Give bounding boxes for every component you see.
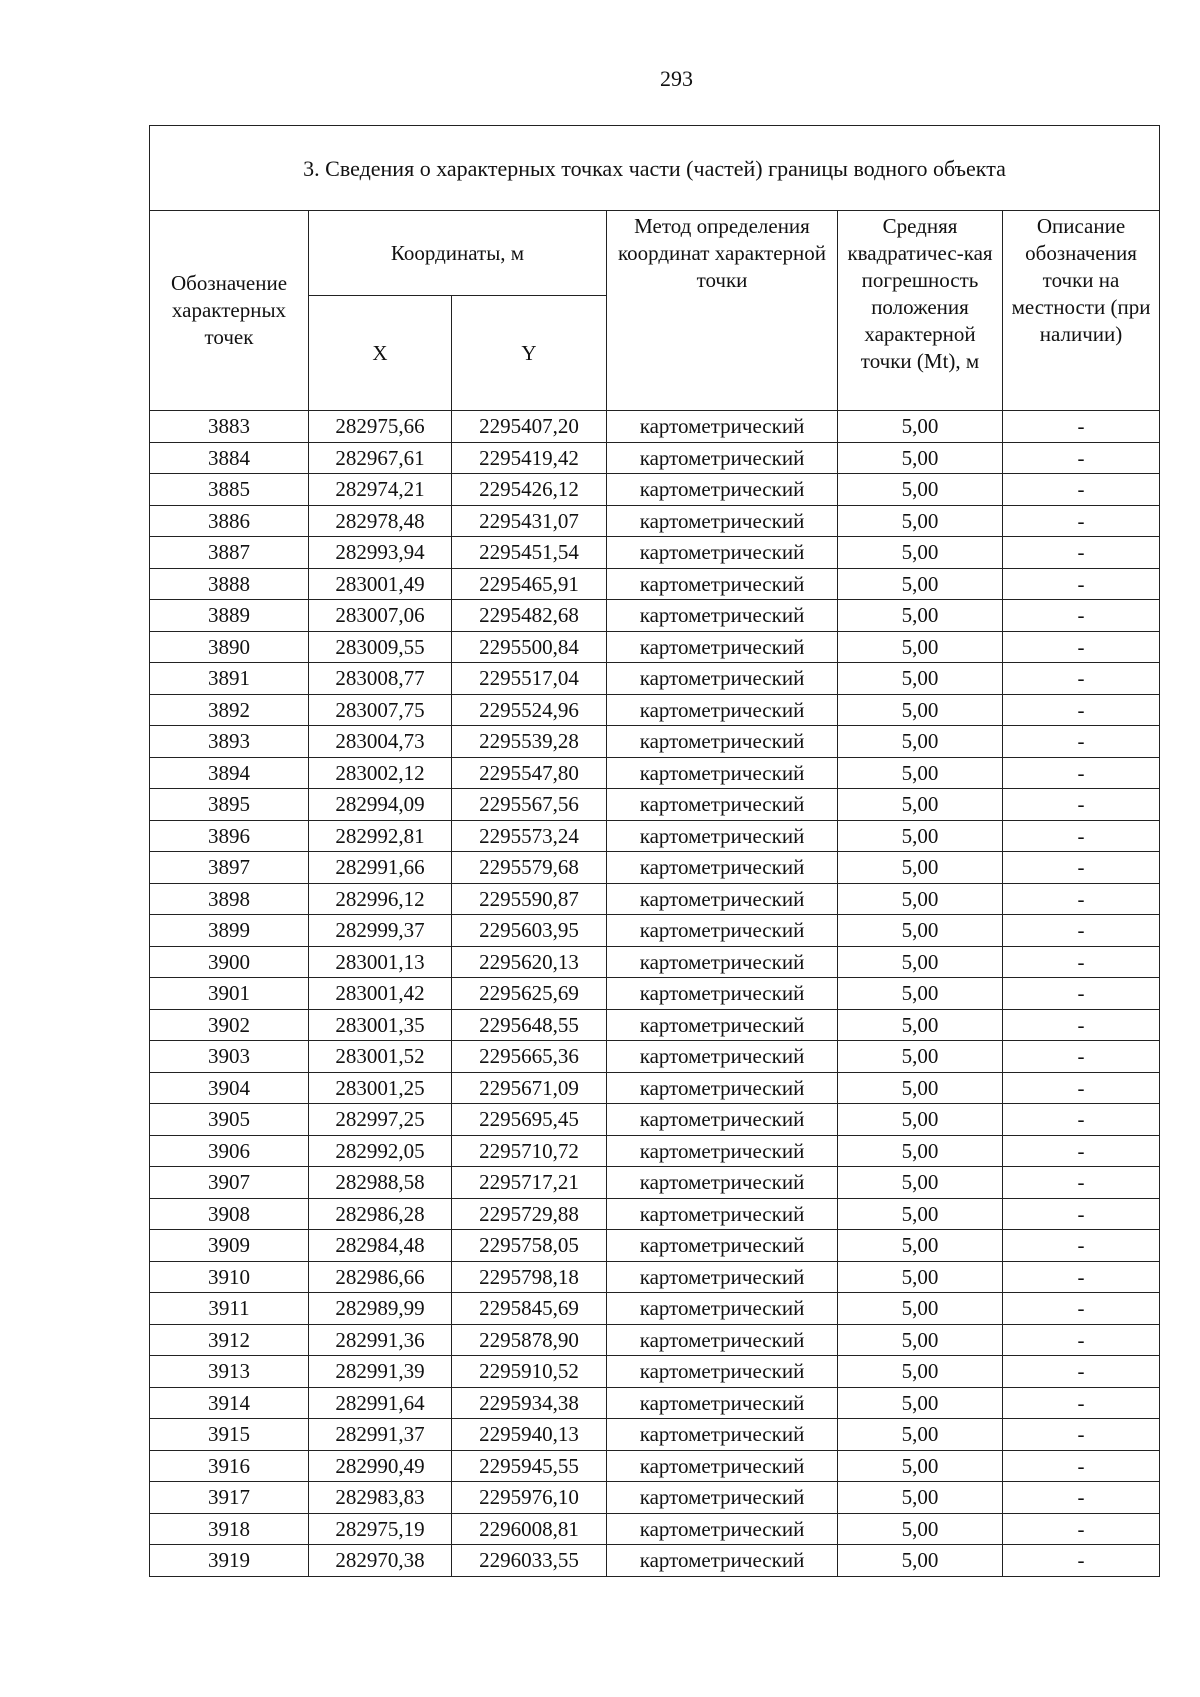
- cell-y: 2295426,12: [452, 474, 607, 506]
- table-row: [150, 852, 1160, 884]
- cell-description: -: [1003, 1450, 1160, 1482]
- cell-x: 282984,48: [309, 1230, 452, 1262]
- cell-method: картометрический: [607, 1450, 838, 1482]
- table-row: [150, 442, 1160, 474]
- cell-method: картометрический: [607, 978, 838, 1010]
- cell-x: 283001,52: [309, 1041, 452, 1073]
- cell-x: 282970,38: [309, 1545, 452, 1577]
- cell-y: 2295665,36: [452, 1041, 607, 1073]
- cell-x: 283001,42: [309, 978, 452, 1010]
- table-row: [150, 411, 1160, 443]
- cell-accuracy: 5,00: [838, 1324, 1003, 1356]
- cell-y: 2295758,05: [452, 1230, 607, 1262]
- cell-accuracy: 5,00: [838, 1261, 1003, 1293]
- cell-description: -: [1003, 726, 1160, 758]
- cell-description: -: [1003, 1293, 1160, 1325]
- cell-x: 283007,06: [309, 600, 452, 632]
- cell-accuracy: 5,00: [838, 883, 1003, 915]
- cell-point: 3918: [150, 1513, 309, 1545]
- table-row: [150, 946, 1160, 978]
- cell-point: 3905: [150, 1104, 309, 1136]
- cell-x: 282991,64: [309, 1387, 452, 1419]
- cell-x: 283001,13: [309, 946, 452, 978]
- cell-x: 283001,25: [309, 1072, 452, 1104]
- cell-method: картометрический: [607, 852, 838, 884]
- cell-description: -: [1003, 663, 1160, 695]
- cell-point: 3883: [150, 411, 309, 443]
- points-table: [149, 125, 1160, 1577]
- cell-description: -: [1003, 1324, 1160, 1356]
- cell-description: -: [1003, 600, 1160, 632]
- table-row: [150, 978, 1160, 1010]
- cell-point: 3892: [150, 694, 309, 726]
- cell-x: 282975,66: [309, 411, 452, 443]
- cell-accuracy: 5,00: [838, 852, 1003, 884]
- cell-description: -: [1003, 915, 1160, 947]
- cell-description: -: [1003, 1356, 1160, 1388]
- cell-x: 282991,37: [309, 1419, 452, 1451]
- cell-method: картометрический: [607, 1356, 838, 1388]
- cell-description: -: [1003, 1482, 1160, 1514]
- cell-y: 2295710,72: [452, 1135, 607, 1167]
- cell-description: -: [1003, 568, 1160, 600]
- cell-x: 282986,28: [309, 1198, 452, 1230]
- cell-description: -: [1003, 474, 1160, 506]
- cell-x: 282967,61: [309, 442, 452, 474]
- cell-method: картометрический: [607, 726, 838, 758]
- cell-y: 2296033,55: [452, 1545, 607, 1577]
- cell-method: картометрический: [607, 631, 838, 663]
- cell-method: картометрический: [607, 915, 838, 947]
- cell-point: 3906: [150, 1135, 309, 1167]
- cell-y: 2295620,13: [452, 946, 607, 978]
- cell-accuracy: 5,00: [838, 474, 1003, 506]
- cell-y: 2295465,91: [452, 568, 607, 600]
- table-row: [150, 600, 1160, 632]
- cell-point: 3910: [150, 1261, 309, 1293]
- header-description: Описание обозначения точки на местности (при наличии): [1003, 211, 1160, 411]
- table-row: [150, 1261, 1160, 1293]
- table-row: [150, 1450, 1160, 1482]
- cell-x: 282993,94: [309, 537, 452, 569]
- cell-x: 282983,83: [309, 1482, 452, 1514]
- table-row: [150, 757, 1160, 789]
- cell-point: 3890: [150, 631, 309, 663]
- cell-accuracy: 5,00: [838, 820, 1003, 852]
- cell-description: -: [1003, 1009, 1160, 1041]
- cell-y: 2295451,54: [452, 537, 607, 569]
- cell-x: 283001,49: [309, 568, 452, 600]
- cell-method: картометрический: [607, 1482, 838, 1514]
- cell-x: 282991,39: [309, 1356, 452, 1388]
- cell-description: -: [1003, 442, 1160, 474]
- cell-accuracy: 5,00: [838, 1167, 1003, 1199]
- table-row: [150, 694, 1160, 726]
- cell-accuracy: 5,00: [838, 726, 1003, 758]
- cell-accuracy: 5,00: [838, 411, 1003, 443]
- cell-method: картометрический: [607, 663, 838, 695]
- cell-description: -: [1003, 411, 1160, 443]
- cell-description: -: [1003, 1135, 1160, 1167]
- cell-point: 3902: [150, 1009, 309, 1041]
- cell-accuracy: 5,00: [838, 1450, 1003, 1482]
- cell-accuracy: 5,00: [838, 694, 1003, 726]
- cell-accuracy: 5,00: [838, 1198, 1003, 1230]
- cell-point: 3888: [150, 568, 309, 600]
- cell-y: 2295648,55: [452, 1009, 607, 1041]
- table-row: [150, 505, 1160, 537]
- cell-description: -: [1003, 852, 1160, 884]
- cell-accuracy: 5,00: [838, 1419, 1003, 1451]
- cell-x: 283009,55: [309, 631, 452, 663]
- cell-method: картометрический: [607, 1387, 838, 1419]
- cell-method: картометрический: [607, 474, 838, 506]
- cell-y: 2295729,88: [452, 1198, 607, 1230]
- cell-description: -: [1003, 1167, 1160, 1199]
- cell-description: -: [1003, 1387, 1160, 1419]
- cell-description: -: [1003, 505, 1160, 537]
- cell-description: -: [1003, 757, 1160, 789]
- table-row: [150, 1293, 1160, 1325]
- cell-y: 2295547,80: [452, 757, 607, 789]
- cell-y: 2295573,24: [452, 820, 607, 852]
- header-accuracy: Средняя квадратичес-кая погрешность положения характерной точки (Mt), м: [838, 211, 1003, 411]
- cell-point: 3901: [150, 978, 309, 1010]
- cell-y: 2295671,09: [452, 1072, 607, 1104]
- cell-x: 282978,48: [309, 505, 452, 537]
- cell-y: 2295878,90: [452, 1324, 607, 1356]
- table-row: [150, 1104, 1160, 1136]
- header-point-designation: Обозначение характерных точек: [150, 211, 309, 411]
- cell-description: -: [1003, 631, 1160, 663]
- table-row: [150, 820, 1160, 852]
- cell-point: 3913: [150, 1356, 309, 1388]
- cell-method: картометрический: [607, 1041, 838, 1073]
- cell-accuracy: 5,00: [838, 915, 1003, 947]
- table-row: [150, 1324, 1160, 1356]
- table-row: [150, 915, 1160, 947]
- cell-y: 2295517,04: [452, 663, 607, 695]
- cell-method: картометрический: [607, 1104, 838, 1136]
- cell-method: картометрический: [607, 505, 838, 537]
- cell-method: картометрический: [607, 1293, 838, 1325]
- cell-accuracy: 5,00: [838, 1009, 1003, 1041]
- cell-method: картометрический: [607, 757, 838, 789]
- cell-x: 283008,77: [309, 663, 452, 695]
- cell-point: 3893: [150, 726, 309, 758]
- table-row: [150, 1482, 1160, 1514]
- cell-description: -: [1003, 883, 1160, 915]
- table-row: [150, 663, 1160, 695]
- cell-y: 2295590,87: [452, 883, 607, 915]
- cell-y: 2295603,95: [452, 915, 607, 947]
- cell-accuracy: 5,00: [838, 442, 1003, 474]
- table-row: [150, 1513, 1160, 1545]
- cell-y: 2295482,68: [452, 600, 607, 632]
- cell-point: 3897: [150, 852, 309, 884]
- cell-accuracy: 5,00: [838, 1072, 1003, 1104]
- cell-x: 282986,66: [309, 1261, 452, 1293]
- cell-x: 282988,58: [309, 1167, 452, 1199]
- cell-method: картометрический: [607, 1230, 838, 1262]
- table-row: [150, 789, 1160, 821]
- cell-description: -: [1003, 1230, 1160, 1262]
- cell-y: 2295539,28: [452, 726, 607, 758]
- cell-accuracy: 5,00: [838, 537, 1003, 569]
- table-body: [150, 411, 1160, 1577]
- cell-method: картометрический: [607, 1072, 838, 1104]
- cell-point: 3884: [150, 442, 309, 474]
- table-row: [150, 1545, 1160, 1577]
- cell-accuracy: 5,00: [838, 631, 1003, 663]
- cell-description: -: [1003, 694, 1160, 726]
- cell-x: 282999,37: [309, 915, 452, 947]
- header-x: X: [309, 296, 452, 411]
- table-title: 3. Сведения о характерных точках части (частей) границы водного объекта: [150, 126, 1160, 211]
- cell-y: 2295500,84: [452, 631, 607, 663]
- table-row: [150, 1419, 1160, 1451]
- cell-point: 3919: [150, 1545, 309, 1577]
- header-coordinates: Координаты, м: [309, 211, 607, 296]
- table-row: [150, 1356, 1160, 1388]
- table-row: [150, 1167, 1160, 1199]
- page-number: 293: [660, 66, 693, 91]
- cell-accuracy: 5,00: [838, 1041, 1003, 1073]
- cell-x: 283004,73: [309, 726, 452, 758]
- cell-point: 3904: [150, 1072, 309, 1104]
- cell-description: -: [1003, 1419, 1160, 1451]
- cell-x: 282975,19: [309, 1513, 452, 1545]
- table-row: [150, 1135, 1160, 1167]
- cell-y: 2295845,69: [452, 1293, 607, 1325]
- cell-y: 2295524,96: [452, 694, 607, 726]
- cell-method: картометрический: [607, 1167, 838, 1199]
- cell-description: -: [1003, 1072, 1160, 1104]
- cell-y: 2295940,13: [452, 1419, 607, 1451]
- cell-y: 2295695,45: [452, 1104, 607, 1136]
- cell-description: -: [1003, 1041, 1160, 1073]
- cell-x: 283002,12: [309, 757, 452, 789]
- table-row: [150, 631, 1160, 663]
- header-method: Метод определения координат характерной точки: [607, 211, 838, 411]
- cell-point: 3908: [150, 1198, 309, 1230]
- table-row: [150, 568, 1160, 600]
- cell-accuracy: 5,00: [838, 568, 1003, 600]
- cell-point: 3907: [150, 1167, 309, 1199]
- cell-y: 2295934,38: [452, 1387, 607, 1419]
- cell-description: -: [1003, 789, 1160, 821]
- cell-accuracy: 5,00: [838, 1545, 1003, 1577]
- cell-point: 3891: [150, 663, 309, 695]
- cell-point: 3912: [150, 1324, 309, 1356]
- cell-description: -: [1003, 978, 1160, 1010]
- cell-x: 282992,81: [309, 820, 452, 852]
- cell-description: -: [1003, 1545, 1160, 1577]
- cell-point: 3887: [150, 537, 309, 569]
- cell-method: картометрический: [607, 600, 838, 632]
- cell-accuracy: 5,00: [838, 946, 1003, 978]
- cell-method: картометрический: [607, 537, 838, 569]
- table-row: [150, 1387, 1160, 1419]
- cell-y: 2295976,10: [452, 1482, 607, 1514]
- cell-accuracy: 5,00: [838, 663, 1003, 695]
- cell-accuracy: 5,00: [838, 757, 1003, 789]
- cell-point: 3900: [150, 946, 309, 978]
- cell-point: 3898: [150, 883, 309, 915]
- cell-method: картометрический: [607, 946, 838, 978]
- cell-point: 3885: [150, 474, 309, 506]
- cell-x: 282991,66: [309, 852, 452, 884]
- cell-point: 3886: [150, 505, 309, 537]
- cell-y: 2295431,07: [452, 505, 607, 537]
- cell-x: 282996,12: [309, 883, 452, 915]
- cell-x: 282992,05: [309, 1135, 452, 1167]
- cell-point: 3914: [150, 1387, 309, 1419]
- cell-method: картометрический: [607, 1419, 838, 1451]
- cell-accuracy: 5,00: [838, 1482, 1003, 1514]
- cell-method: картометрический: [607, 1513, 838, 1545]
- cell-method: картометрический: [607, 1324, 838, 1356]
- cell-method: картометрический: [607, 1009, 838, 1041]
- table-row: [150, 537, 1160, 569]
- cell-point: 3894: [150, 757, 309, 789]
- cell-accuracy: 5,00: [838, 505, 1003, 537]
- header-y: Y: [452, 296, 607, 411]
- cell-accuracy: 5,00: [838, 1387, 1003, 1419]
- cell-point: 3903: [150, 1041, 309, 1073]
- cell-method: картометрический: [607, 820, 838, 852]
- cell-method: картометрический: [607, 442, 838, 474]
- cell-accuracy: 5,00: [838, 1356, 1003, 1388]
- cell-accuracy: 5,00: [838, 789, 1003, 821]
- cell-method: картометрический: [607, 883, 838, 915]
- cell-y: 2295407,20: [452, 411, 607, 443]
- cell-accuracy: 5,00: [838, 978, 1003, 1010]
- table-row: [150, 474, 1160, 506]
- cell-method: картометрический: [607, 1545, 838, 1577]
- cell-x: 282997,25: [309, 1104, 452, 1136]
- cell-method: картометрический: [607, 1198, 838, 1230]
- cell-point: 3895: [150, 789, 309, 821]
- cell-y: 2295625,69: [452, 978, 607, 1010]
- table-row: [150, 1041, 1160, 1073]
- cell-description: -: [1003, 820, 1160, 852]
- cell-description: -: [1003, 1198, 1160, 1230]
- table-row: [150, 1198, 1160, 1230]
- cell-accuracy: 5,00: [838, 1104, 1003, 1136]
- cell-accuracy: 5,00: [838, 1135, 1003, 1167]
- table-row: [150, 726, 1160, 758]
- cell-point: 3917: [150, 1482, 309, 1514]
- cell-x: 282990,49: [309, 1450, 452, 1482]
- cell-method: картометрический: [607, 1261, 838, 1293]
- cell-description: -: [1003, 537, 1160, 569]
- cell-y: 2295798,18: [452, 1261, 607, 1293]
- cell-point: 3889: [150, 600, 309, 632]
- table-row: [150, 1230, 1160, 1262]
- cell-point: 3896: [150, 820, 309, 852]
- cell-method: картометрический: [607, 694, 838, 726]
- cell-method: картометрический: [607, 568, 838, 600]
- cell-y: 2295579,68: [452, 852, 607, 884]
- table-row: [150, 1072, 1160, 1104]
- cell-description: -: [1003, 1261, 1160, 1293]
- cell-x: 282989,99: [309, 1293, 452, 1325]
- cell-accuracy: 5,00: [838, 1293, 1003, 1325]
- cell-accuracy: 5,00: [838, 600, 1003, 632]
- cell-point: 3909: [150, 1230, 309, 1262]
- cell-description: -: [1003, 946, 1160, 978]
- cell-description: -: [1003, 1104, 1160, 1136]
- cell-method: картометрический: [607, 1135, 838, 1167]
- cell-method: картометрический: [607, 789, 838, 821]
- cell-description: -: [1003, 1513, 1160, 1545]
- cell-x: 283007,75: [309, 694, 452, 726]
- cell-x: 282991,36: [309, 1324, 452, 1356]
- cell-y: 2295910,52: [452, 1356, 607, 1388]
- cell-x: 283001,35: [309, 1009, 452, 1041]
- cell-point: 3916: [150, 1450, 309, 1482]
- cell-x: 282974,21: [309, 474, 452, 506]
- cell-y: 2295717,21: [452, 1167, 607, 1199]
- table-row: [150, 1009, 1160, 1041]
- cell-method: картометрический: [607, 411, 838, 443]
- cell-x: 282994,09: [309, 789, 452, 821]
- cell-point: 3911: [150, 1293, 309, 1325]
- cell-y: 2295419,42: [452, 442, 607, 474]
- cell-y: 2295567,56: [452, 789, 607, 821]
- cell-accuracy: 5,00: [838, 1513, 1003, 1545]
- cell-point: 3915: [150, 1419, 309, 1451]
- table-row: [150, 883, 1160, 915]
- cell-accuracy: 5,00: [838, 1230, 1003, 1262]
- cell-y: 2295945,55: [452, 1450, 607, 1482]
- cell-y: 2296008,81: [452, 1513, 607, 1545]
- cell-point: 3899: [150, 915, 309, 947]
